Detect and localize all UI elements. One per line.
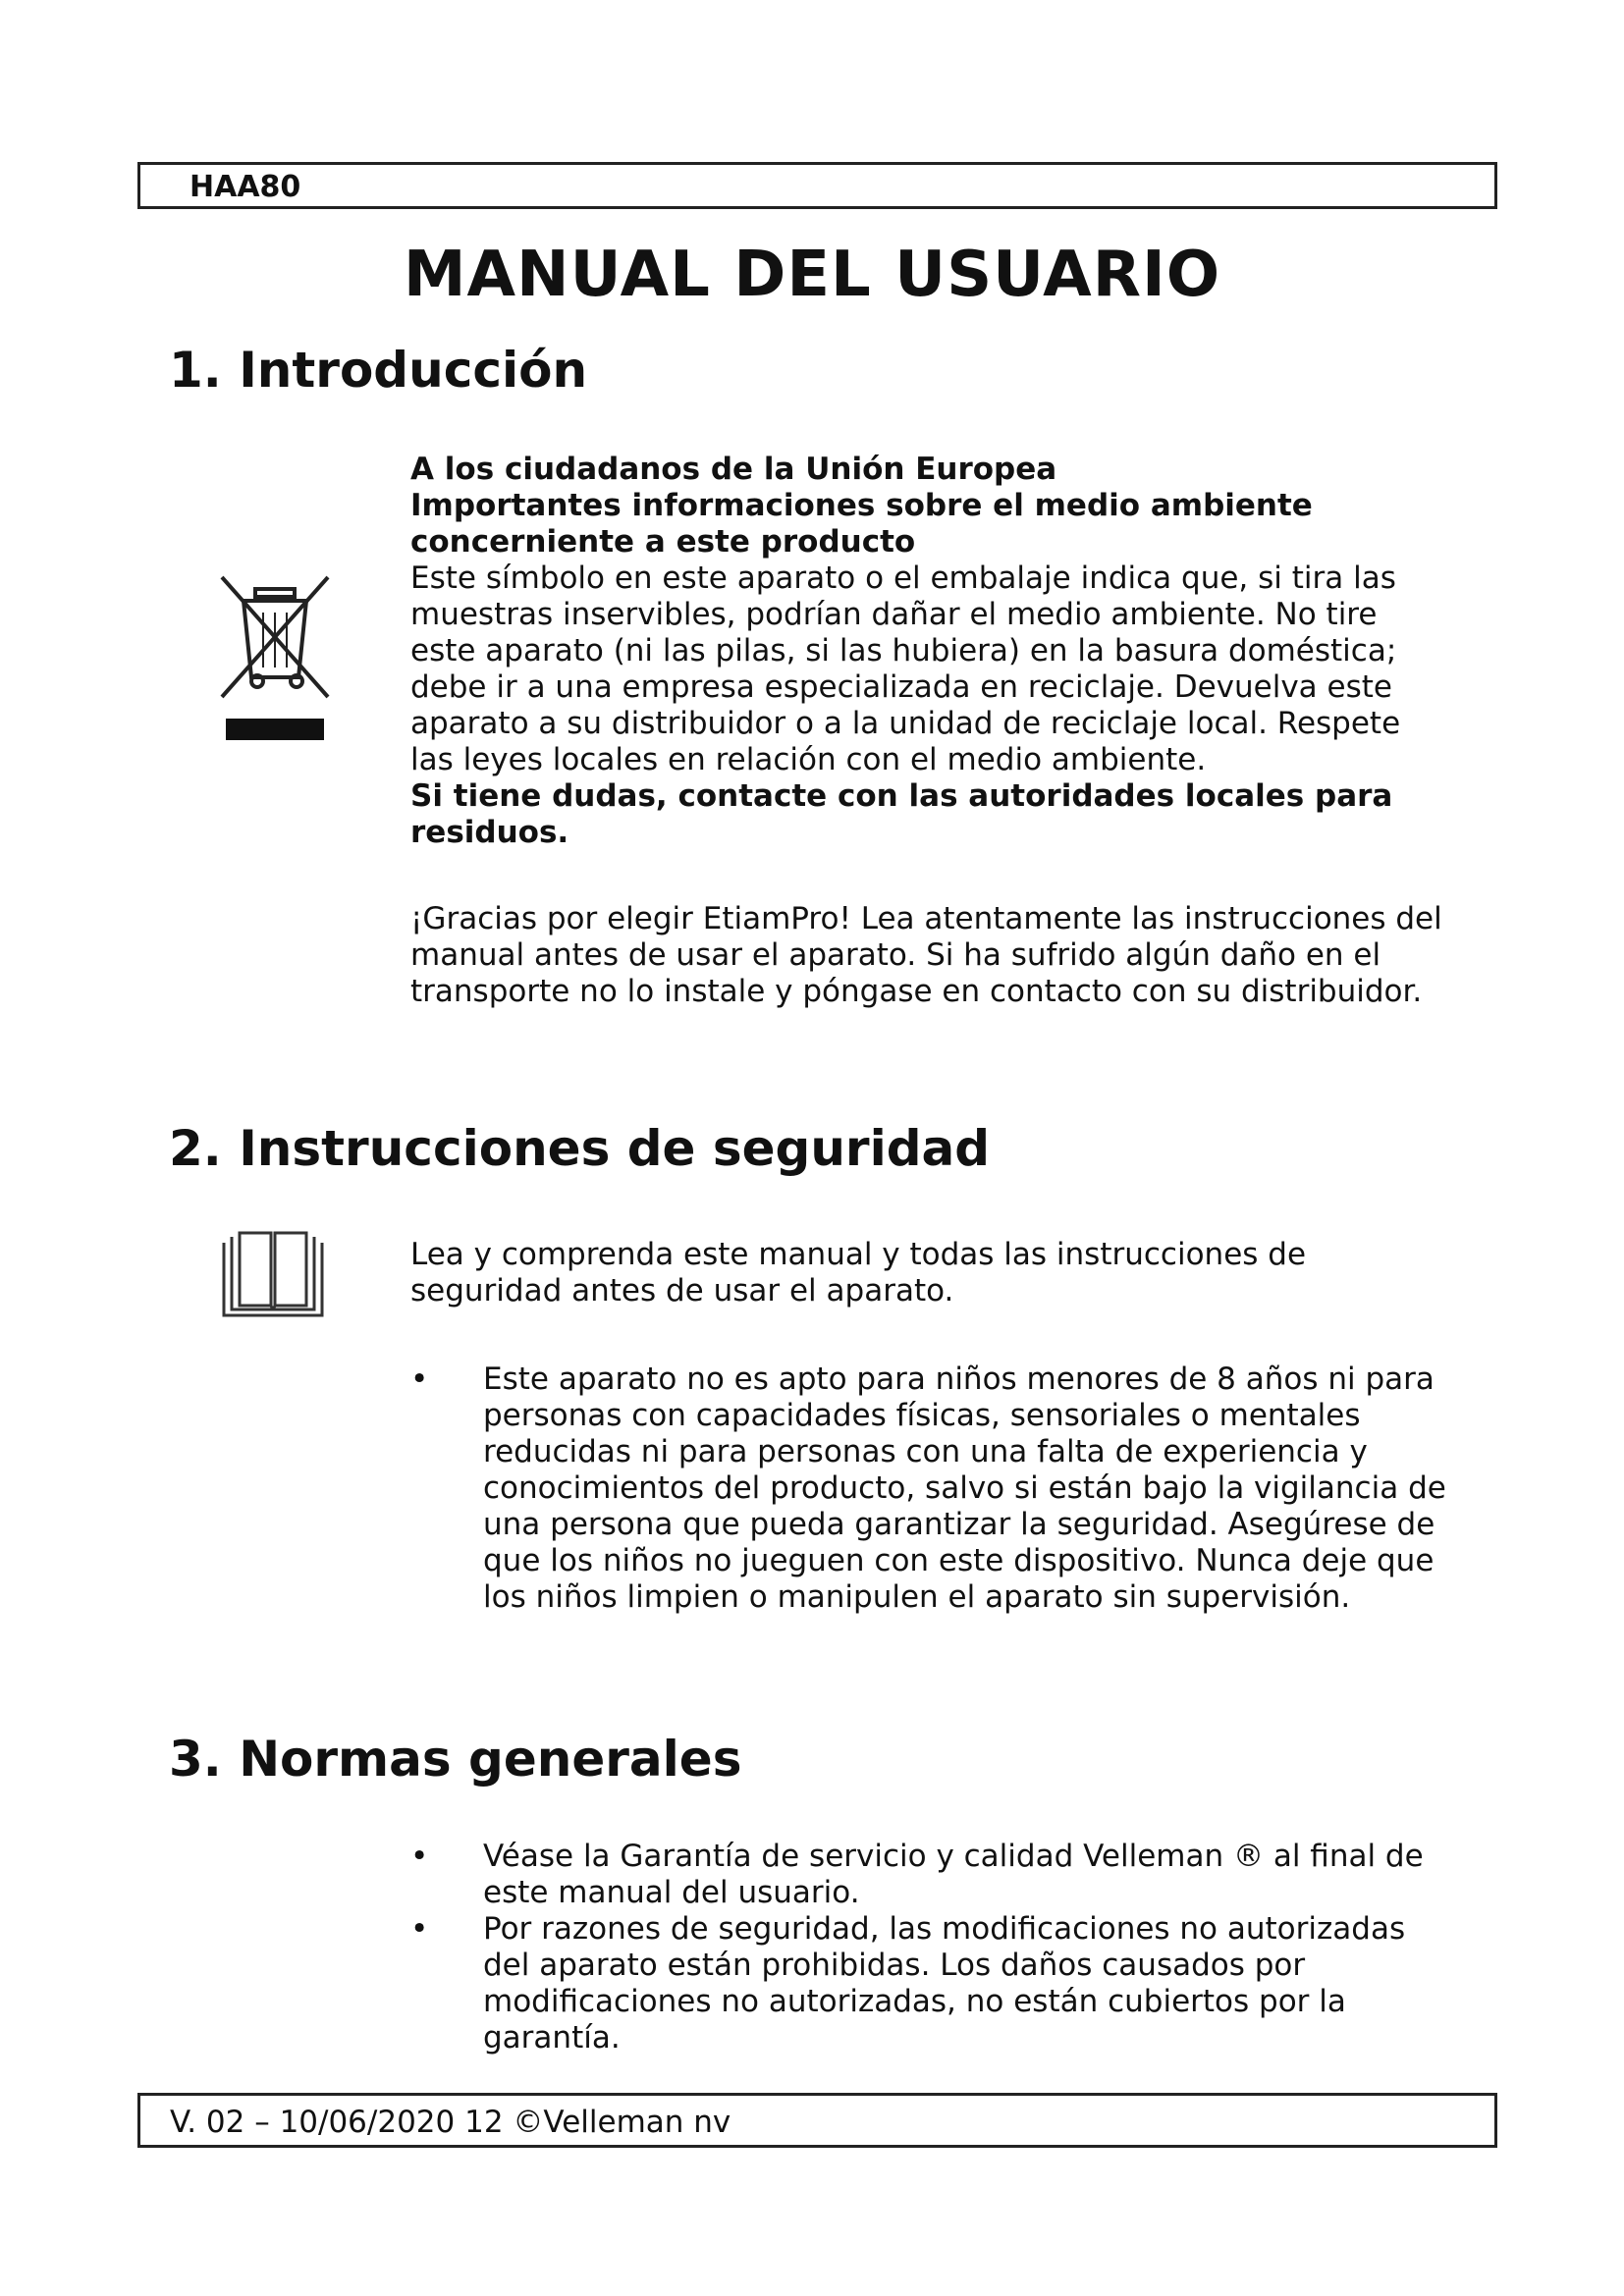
section-heading-introduction: 1. Introducción [169,342,588,399]
footer-text: V. 02 – 10/06/2020 12 ©Velleman nv [170,2105,731,2140]
eu-notice-title-1: A los ciudadanos de la Unión Europea [410,452,1057,487]
thanks-text: ¡Gracias por elegir EtiamPro! Lea atentamente las instrucciones del manual antes de usar el aparato. Si ha sufrido algún daño en el transporte no lo instale y póngase en contacto con su distribuidor. [410,901,1442,1009]
bullet-text: Este aparato no es apto para niños menores de 8 años ni para personas con capacidades físicas, sensoriales o mentales reducidas ni para personas con una falta de experiencia y conocimientos del producto, salvo si están bajo la vigilancia de una persona que pueda garantizar la seguridad. Asegúrese de que los niños no jueguen con este dispositivo. Nunca deje que los niños limpien o manipulen el aparato sin supervisión. [483,1362,1446,1615]
eu-notice-closing: Si tiene dudas, contacte con las autoridades locales para residuos. [410,778,1393,850]
model-name: HAA80 [189,170,301,204]
safety-intro-text: Lea y comprenda este manual y todas las instrucciones de seguridad antes de usar el aparato. [410,1237,1307,1308]
footer-box [137,2093,1497,2148]
page-title: MANUAL DEL USUARIO [403,239,1221,311]
thanks-paragraph [410,901,1451,1010]
general-rules-bullet-list [410,1839,1451,2056]
eu-notice-body: Este símbolo en este aparato o el embalaje indica que, si tira las muestras inservibles, podrían dañar el medio ambiente. No tire este aparato (ni las pilas, si las hubiera) en la basura doméstica; debe ir a una empresa especializada en reciclaje. Devuelva este aparato a su distribuidor o a la unidad de reciclaje local. Respete las leyes locales en relación con el medio ambiente. [410,561,1401,777]
bullet-text: Véase la Garantía de servicio y calidad Velleman ® al final de este manual del usuario. [483,1839,1424,1910]
safety-intro [410,1237,1451,1309]
open-book-icon [216,1229,330,1327]
header-box [137,162,1497,209]
bullet-icon: • [410,1911,429,1947]
section-heading-general-rules: 3. Normas generales [169,1731,742,1788]
list-item [410,1362,1451,1616]
list-item [410,1911,1451,2056]
bullet-text: Por razones de seguridad, las modificaciones no autorizadas del aparato están prohibidas. Los daños causados por modificaciones no autorizadas, no están cubiertos por la garantía. [483,1911,1406,2056]
bullet-icon: • [410,1839,429,1874]
section-heading-safety: 2. Instrucciones de seguridad [169,1120,991,1177]
safety-bullet-list [410,1362,1451,1616]
list-item [410,1839,1451,1911]
eu-notice [410,452,1451,851]
bullet-icon: • [410,1362,429,1397]
weee-crossed-bin-icon [214,571,336,752]
eu-notice-title-2: Importantes informaciones sobre el medio ambiente concerniente a este producto [410,488,1313,560]
